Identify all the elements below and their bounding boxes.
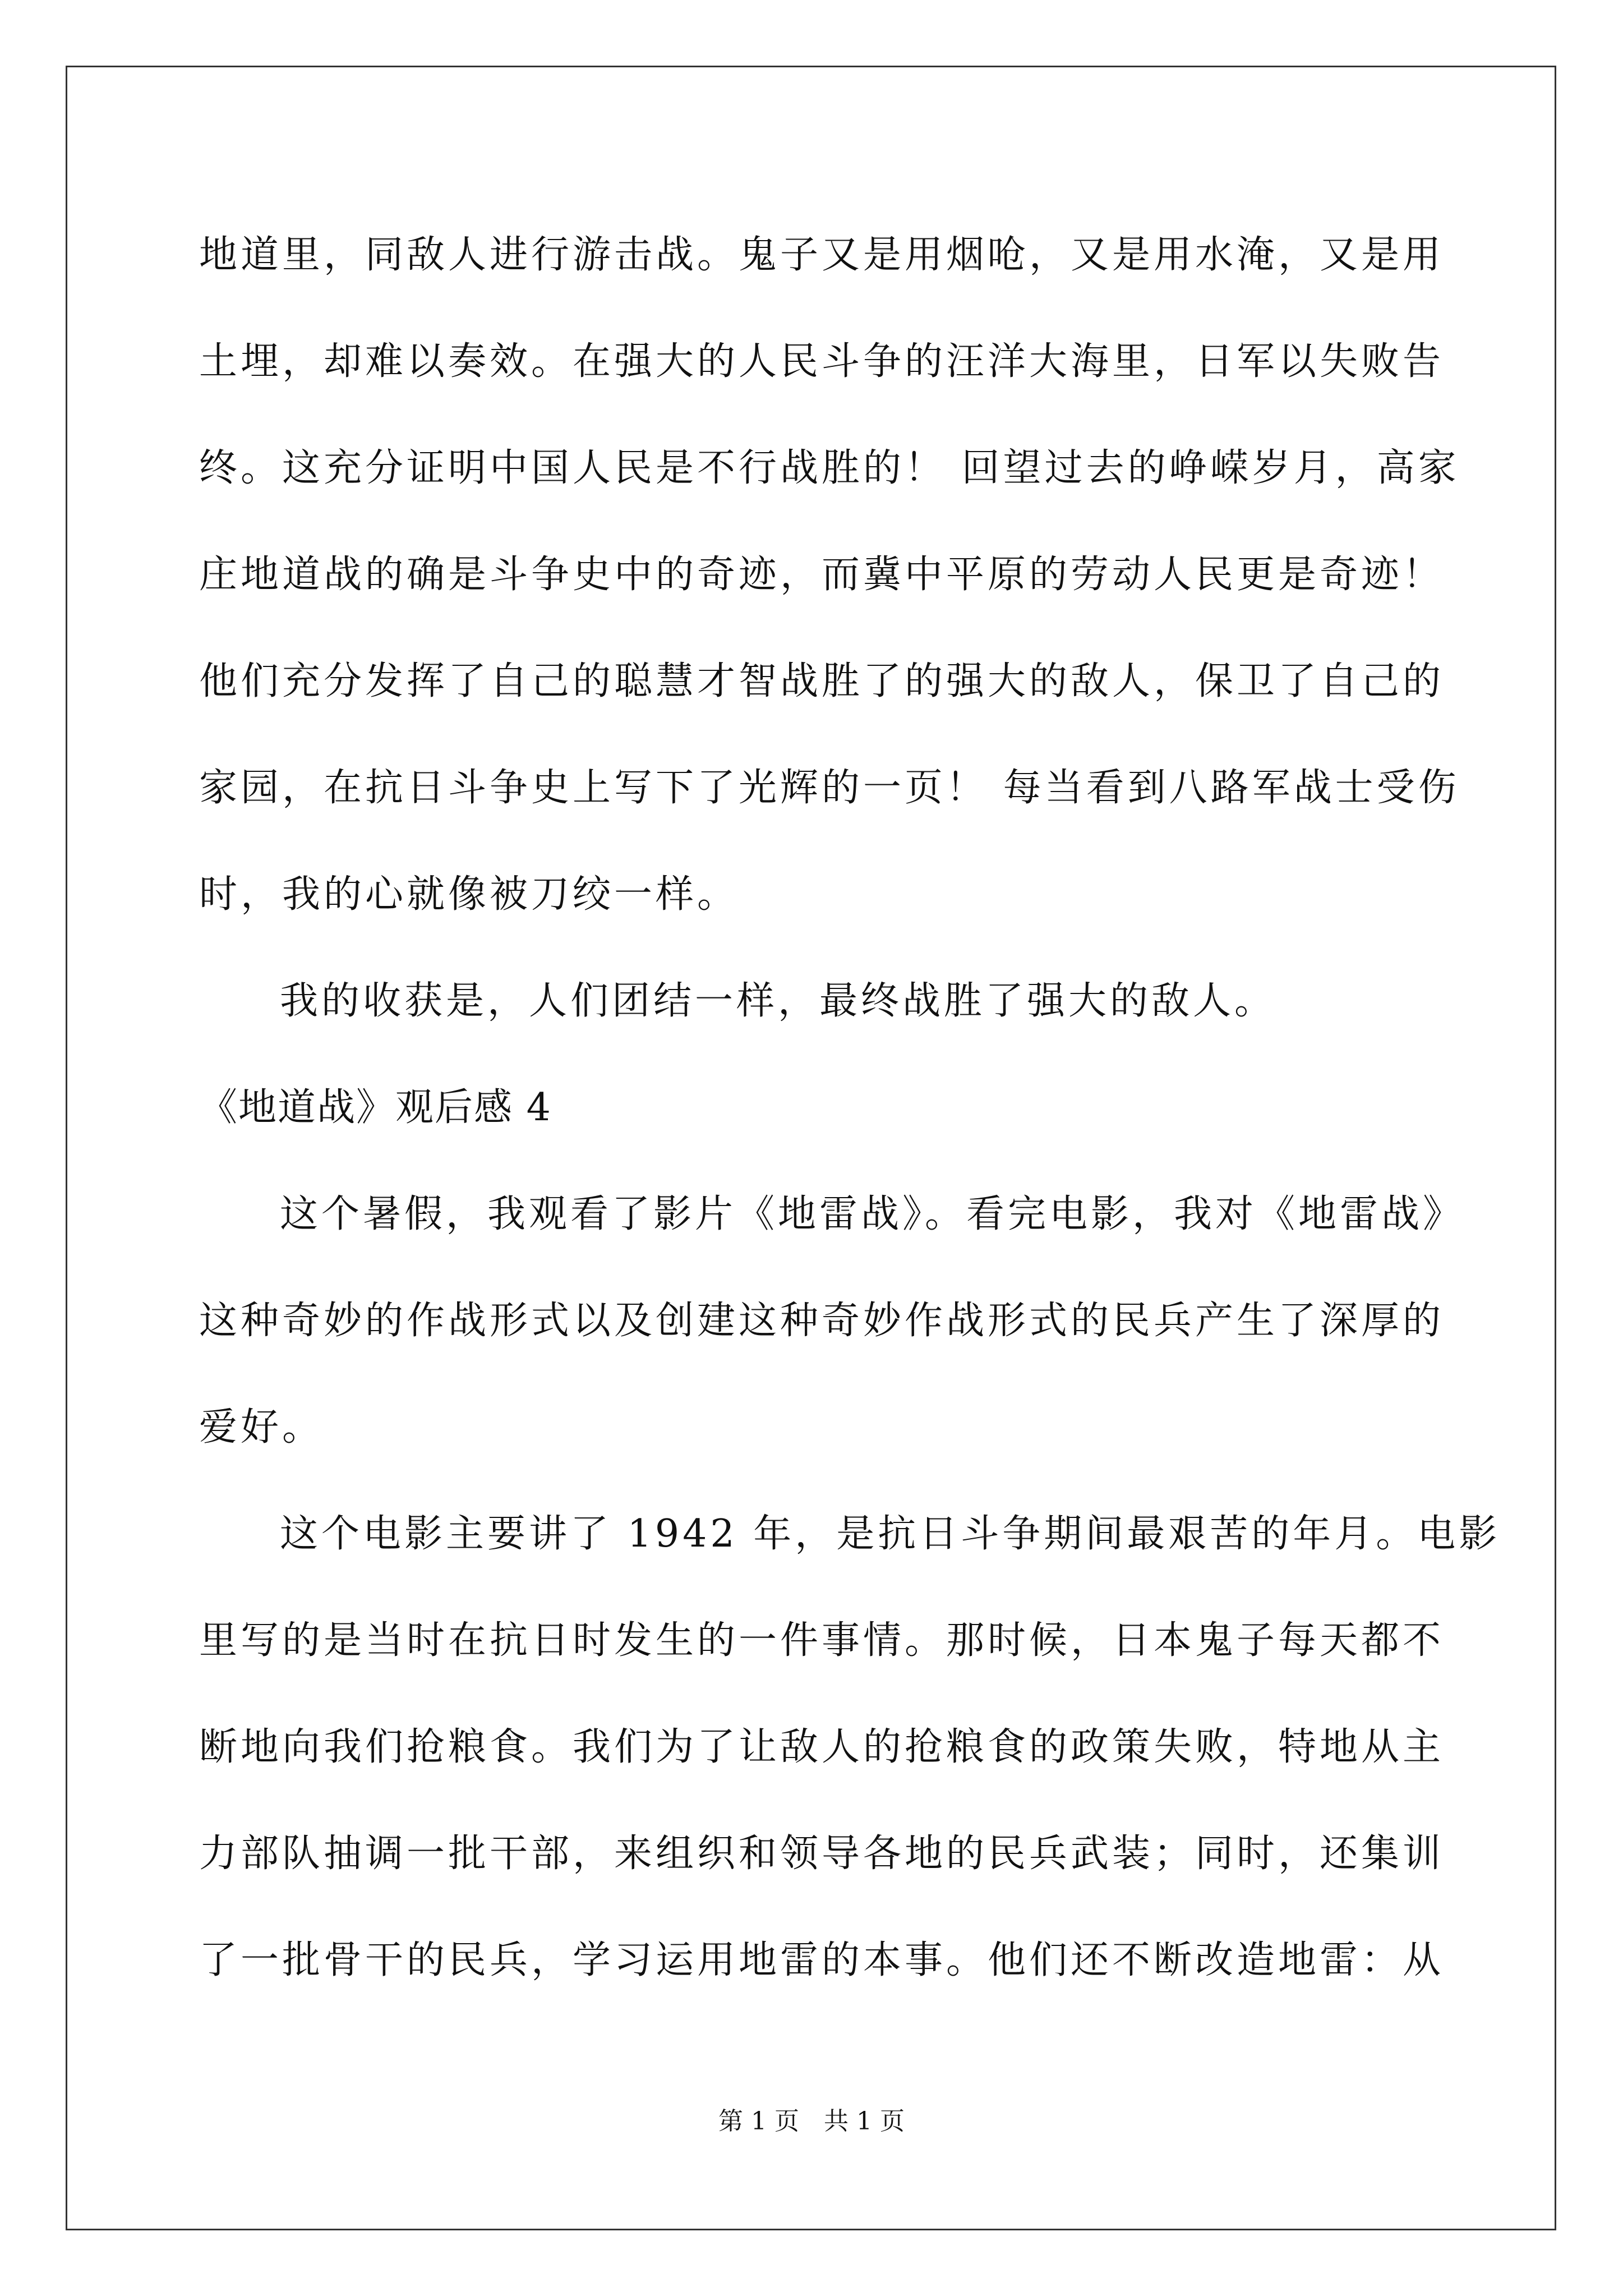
text-line: 断地向我们抢粮食。我们为了让敌人的抢粮食的政策失败，特地从主 [199, 1725, 1445, 1769]
section-heading: 《地道战》观后感 4 [199, 1085, 552, 1130]
text-line: 这个电影主要讲了 1942 年，是抗日斗争期间最艰苦的年月。电影 [280, 1512, 1501, 1556]
page-footer: 第 1 页 共 1 页 [718, 2107, 905, 2136]
text-line: 我的收获是，人们团结一样，最终战胜了强大的敌人。 [280, 979, 1276, 1023]
text-line: 里写的是当时在抗日时发生的一件事情。那时候，日本鬼子每天都不 [199, 1618, 1445, 1663]
text-line: 他们充分发挥了自己的聪慧才智战胜了的强大的敌人，保卫了自己的 [199, 659, 1445, 703]
text-line: 土埋，却难以奏效。在强大的人民斗争的汪洋大海里，日军以失败告 [199, 339, 1445, 384]
text-line: 时，我的心就像被刀绞一样。 [199, 872, 739, 917]
text-line: 家园，在抗日斗争史上写下了光辉的一页！ 每当看到八路军战士受伤 [199, 766, 1460, 810]
text-line: 了一批骨干的民兵，学习运用地雷的本事。他们还不断改造地雷：从 [199, 1938, 1445, 1982]
text-line: 终。这充分证明中国人民是不行战胜的！ 回望过去的峥嵘岁月，高家 [199, 446, 1460, 490]
text-line: 地道里，同敌人进行游击战。鬼子又是用烟呛，又是用水淹，又是用 [199, 233, 1445, 277]
text-line: 庄地道战的确是斗争史中的奇迹，而冀中平原的劳动人民更是奇迹！ [199, 553, 1445, 597]
document-body [199, 202, 1501, 2014]
text-line: 这种奇妙的作战形式以及创建这种奇妙作战形式的民兵产生了深厚的 [199, 1299, 1445, 1343]
text-line: 力部队抽调一批干部，来组织和领导各地的民兵武装；同时，还集训 [199, 1832, 1445, 1876]
text-line: 这个暑假，我观看了影片《地雷战》。看完电影，我对《地雷战》 [280, 1192, 1465, 1236]
text-line: 爱好。 [199, 1405, 324, 1450]
